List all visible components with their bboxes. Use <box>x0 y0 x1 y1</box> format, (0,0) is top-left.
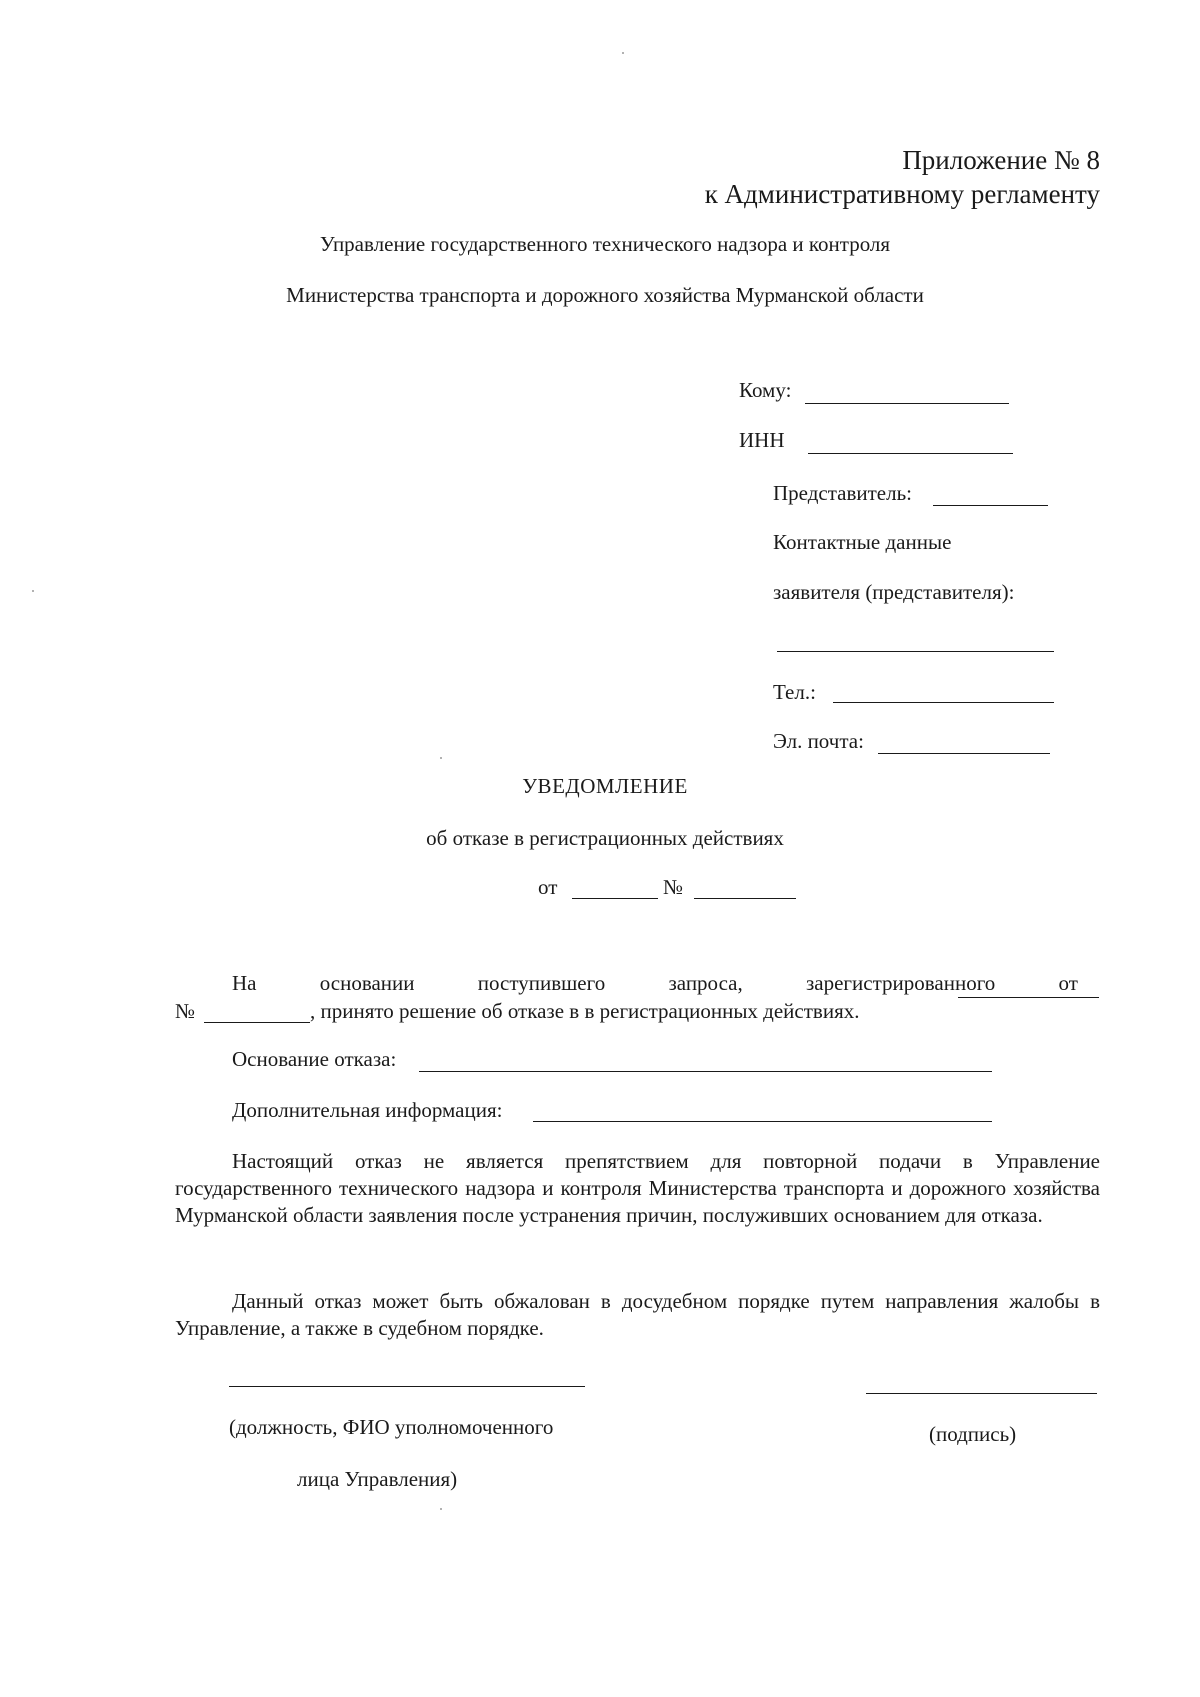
email-label: Эл. почта: <box>773 729 864 753</box>
p1-word: На <box>232 971 257 995</box>
representative-blank-line <box>933 505 1048 506</box>
scan-speck <box>440 1508 442 1510</box>
notice-date-blank-line <box>572 898 658 899</box>
p1-word: основании <box>319 971 415 995</box>
appendix-reference: к Административному регламенту <box>704 179 1100 209</box>
representative-label: Представитель: <box>773 481 913 505</box>
reason-blank-line <box>419 1071 992 1072</box>
appendix-number: Приложение № 8 <box>902 145 1100 175</box>
official-caption-line1: (должность, ФИО уполномоченного <box>229 1415 554 1439</box>
phone-label: Тел.: <box>773 680 816 704</box>
signature-caption: (подпись) <box>929 1422 1017 1446</box>
signature-blank-line <box>866 1393 1097 1394</box>
phone-blank-line <box>833 702 1054 703</box>
notice-from-label: от <box>538 875 558 899</box>
notice-number-blank-line <box>694 898 796 899</box>
org-name-line1: Управление государственного технического надзора и контроля <box>319 232 891 256</box>
to-label: Кому: <box>739 378 792 402</box>
reason-label: Основание отказа: <box>232 1047 397 1071</box>
contacts-label-line1: Контактные данные <box>773 530 952 554</box>
request-number-prefix: № <box>175 999 196 1023</box>
scan-speck <box>32 590 34 592</box>
p1-word: поступившего <box>477 971 606 995</box>
paragraph-appeal: Данный отказ может быть обжалован в досудебном порядке путем направления жалобы в Управление, а также в судебном порядке. <box>175 1289 1100 1340</box>
p1-word: зарегистрированного <box>805 971 996 995</box>
notice-subtitle: об отказе в регистрационных действиях <box>426 826 784 850</box>
request-number-blank-line <box>204 1022 310 1023</box>
paragraph-request-line2: , принято решение об отказе в в регистрационных действиях. <box>310 999 860 1023</box>
notice-title: УВЕДОМЛЕНИЕ <box>522 774 688 798</box>
additional-info-blank-line <box>533 1121 992 1122</box>
request-date-blank-line <box>958 997 1099 998</box>
additional-info-label: Дополнительная информация: <box>232 1098 503 1122</box>
official-blank-line <box>229 1386 585 1387</box>
p1-word: запроса, <box>668 971 743 995</box>
notice-number-label: № <box>663 875 684 899</box>
email-blank-line <box>878 753 1050 754</box>
paragraph-not-obstacle: Настоящий отказ не является препятствием для повторной подачи в Управление государственного технического надзора и контроля Министерства транспорта и дорожного хозяйства Мурманской области заявления после устранения причин, послуживших основанием для отказа. <box>175 1149 1100 1227</box>
p1-word: от <box>1058 971 1078 995</box>
scan-speck <box>440 757 442 759</box>
inn-blank-line <box>808 453 1013 454</box>
contacts-blank-line <box>777 651 1054 652</box>
paragraph-request-line1 <box>232 970 1078 996</box>
official-caption-line2: лица Управления) <box>297 1467 458 1491</box>
contacts-label-line2: заявителя (представителя): <box>773 580 1015 604</box>
to-blank-line <box>805 403 1009 404</box>
org-name-line2: Министерства транспорта и дорожного хозяйства Мурманской области <box>286 283 924 307</box>
scan-speck <box>622 52 624 54</box>
inn-label: ИНН <box>739 428 785 452</box>
